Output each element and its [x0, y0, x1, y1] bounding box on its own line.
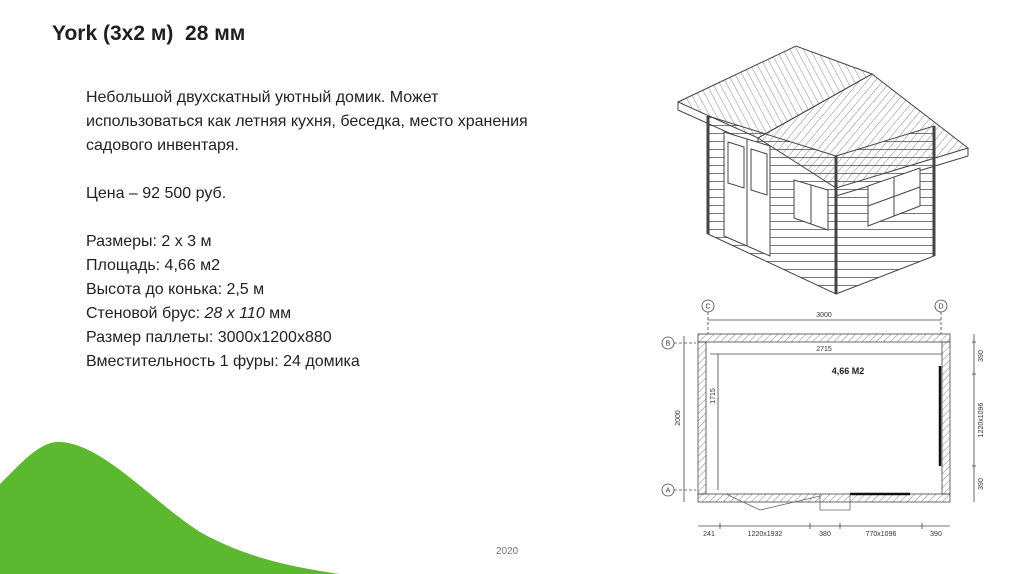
spec-wall-beam-value: 28 x 110 — [204, 305, 265, 322]
page-title: York (3x2 м) 28 мм — [52, 22, 246, 45]
dim-bottom-2: 380 — [819, 531, 831, 538]
dim-right-top: 390 — [978, 350, 985, 362]
dim-right-window: 1220x1096 — [978, 402, 985, 438]
dim-left-inner: 1715 — [710, 388, 717, 404]
spacer — [86, 158, 536, 182]
description-intro: Небольшой двухскатный уютный домик. Может использоваться как летняя кухня, беседка, место хранения садового инвентаря. — [86, 89, 528, 154]
spec-area: Площадь: 4,66 м2 — [86, 257, 221, 274]
dim-top: 3000 — [816, 312, 832, 319]
dim-bottom-4: 390 — [930, 531, 942, 538]
spec-dimensions: Размеры: 2 х 3 м — [86, 233, 212, 250]
spec-wall-beam-label: Стеновой брус: — [86, 305, 205, 322]
green-hill-decoration — [0, 440, 340, 574]
spacer — [86, 206, 536, 230]
dim-bottom-3: 770x1096 — [865, 531, 897, 538]
description-block — [86, 86, 536, 374]
dim-inner: 2715 — [816, 346, 832, 353]
dim-left-outer: 2000 — [675, 410, 682, 426]
axis-label-a: A — [665, 487, 671, 495]
dim-bottom-1: 1220x1932 — [747, 531, 783, 538]
spec-ridge-height: Высота до конька: 2,5 м — [86, 281, 265, 298]
spec-wall-beam — [86, 302, 536, 326]
dim-bottom-0: 241 — [703, 531, 715, 538]
price-text: Цена – 92 500 руб. — [86, 185, 227, 202]
house-illustration — [668, 38, 988, 296]
spec-truck-capacity: Вместительность 1 фуры: 24 домика — [86, 353, 360, 370]
axis-label-b: B — [665, 340, 671, 348]
area-label: 4,66 М2 — [831, 366, 865, 376]
axis-label-c: C — [705, 303, 711, 311]
dim-right-bottom: 390 — [978, 478, 985, 490]
floor-plan — [660, 296, 1000, 546]
spec-pallet-size: Размер паллеты: 3000х1200х880 — [86, 329, 332, 346]
footer-year: 2020 — [496, 546, 519, 557]
spec-wall-beam-unit: мм — [264, 305, 292, 322]
axis-label-d: D — [938, 303, 944, 311]
